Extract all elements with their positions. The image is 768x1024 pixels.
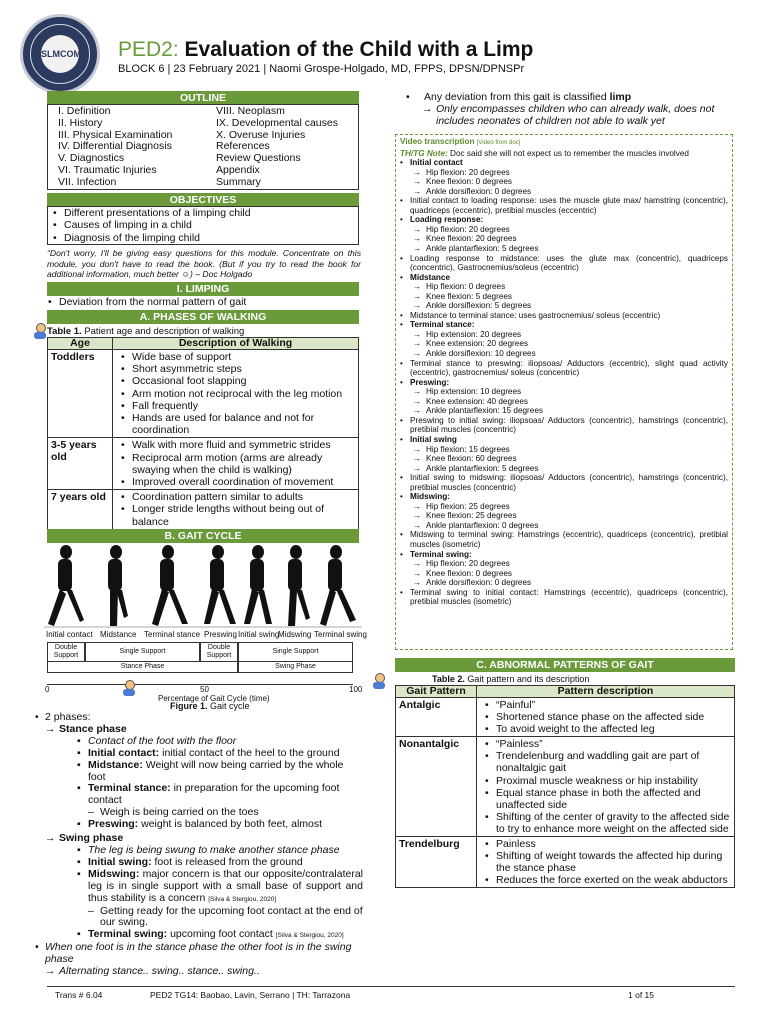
term-label: Initial swing: (88, 855, 152, 868)
phase-label: Preswing (204, 630, 237, 639)
single-support-box: Single Support (238, 642, 353, 662)
video-item (400, 158, 728, 168)
video-item (400, 492, 728, 502)
pattern-cell: Antalgic (396, 698, 477, 737)
limping-bullet: • Deviation from the normal pattern of gait (43, 296, 246, 308)
video-item-text: Ankle plantarflexion: 15 degrees (426, 406, 543, 416)
video-item-text: Ankle dorsiflexion: 0 degrees (426, 578, 532, 588)
limp-term: limp (609, 91, 632, 103)
video-transcription-box (395, 134, 733, 650)
footer-authors: PED2 TG14: Baobao, Lavin, Serrano | TH: Tarrazona (150, 990, 351, 1000)
double-support-box: Double Support (47, 642, 85, 662)
video-heading-text: Video transcription (400, 137, 475, 146)
video-item (400, 225, 728, 235)
desc-list (116, 491, 355, 528)
video-item (400, 454, 728, 464)
term-label: Preswing: (88, 818, 139, 831)
video-item (400, 273, 728, 283)
outline-col-2 (216, 106, 338, 189)
swing-phase-line: → Swing phase (45, 832, 124, 845)
swing-def: The leg is being swung to make another stance phase (88, 843, 340, 856)
phase-label: Initial swing (238, 630, 280, 639)
table-row (396, 737, 735, 837)
outline-item: V. Diagnostics (58, 152, 125, 165)
video-item (400, 282, 728, 292)
citation: [Silva & Stergiou, 2020] (208, 895, 277, 903)
axis-tick: 100 (349, 685, 363, 694)
age-cell: 3-5 years old (48, 438, 113, 490)
cartoon-icon (372, 673, 386, 689)
video-item-text: Ankle dorsiflexion: 0 degrees (426, 186, 532, 196)
phase-label: Midstance (100, 630, 137, 639)
term-label: Midswing: (88, 867, 140, 880)
page-subtitle: BLOCK 6 | 23 February 2021 | Naomi Grospe-Holgado, MD, FPPS, DPSN/DPNSPr (118, 63, 525, 75)
video-item-heading: Midswing: (410, 492, 451, 502)
outline-item: Appendix (216, 163, 260, 176)
video-item-text: Hip flexion: 20 degrees (426, 167, 510, 177)
table2-caption-label: Table 2. (432, 674, 465, 684)
video-item-text: Knee flexion: 20 degrees (426, 234, 517, 244)
stance-phase-line: → Stance phase (45, 722, 127, 735)
video-item (400, 349, 728, 359)
desc-list (116, 351, 355, 436)
phase-label: Terminal swing (314, 630, 367, 639)
video-item-text: Knee flexion: 0 degrees (426, 177, 513, 187)
video-item-text: Hip flexion: 0 degrees (426, 282, 506, 292)
table-row (48, 490, 359, 530)
double-support-box: Double Support (200, 642, 238, 662)
video-item (400, 569, 728, 579)
table2-col-pattern: Gait Pattern (396, 686, 477, 698)
term-text: major concern is that our opposite/contralateral leg is in single support with a small base of support and thus stability is a concern (88, 867, 363, 904)
term-label: Midstance: (88, 758, 143, 771)
footer-page: 1 of 15 (628, 990, 654, 1000)
video-item-text: Terminal swing to initial contact: Hamstrings (eccentric), quadriceps (concentric), pretibial muscles (isometric) (410, 587, 728, 607)
video-item (400, 387, 728, 397)
figure-caption (170, 701, 250, 711)
pattern-item: • Shortened stance phase on the affected side (480, 711, 731, 723)
video-item (400, 177, 728, 187)
gait-cycle-heading: B. GAIT CYCLE (47, 529, 359, 543)
figure-terminal-stance (152, 545, 188, 626)
video-item (400, 196, 728, 215)
figure-midswing (288, 545, 310, 626)
video-item (400, 473, 728, 492)
video-item-heading: Initial contact (410, 158, 463, 168)
term-label: Terminal swing: (88, 928, 168, 941)
phases-heading: A. PHASES OF WALKING (47, 310, 359, 324)
desc-item: • Improved overall coordination of movement (116, 476, 355, 488)
desc-list (116, 439, 355, 488)
sub-item: – Weigh is being carried on the toes (33, 807, 363, 819)
deviation-line: • Any deviation from this gait is classified limp (406, 91, 632, 103)
gait-figure (44, 544, 362, 630)
cartoon-icon (122, 680, 136, 696)
video-item-heading: Terminal stance: (410, 320, 475, 330)
video-item (400, 464, 728, 474)
video-list (400, 158, 728, 607)
pattern-item: • Shifting of weight towards the affected hip during the stance phase (480, 850, 731, 874)
figure-caption-label: Figure 1. (170, 701, 208, 711)
pattern-item: • To avoid weight to the affected leg (480, 723, 731, 735)
outline-item: X. Overuse Injuries (216, 128, 306, 141)
video-item-text: Hip extension: 10 degrees (426, 387, 522, 397)
video-item (400, 397, 728, 407)
pattern-item: • Reduces the force exerted on the weak abductors (480, 874, 731, 886)
video-item-text: Ankle dorsiflexion: 5 degrees (426, 301, 532, 311)
video-item-text: Knee extension: 20 degrees (426, 339, 528, 349)
when-text: When one foot is in the stance phase the other foot is in the swing phase (45, 941, 352, 966)
figure-initial-contact (48, 545, 84, 626)
objective-item: • Diagnosis of the limping child (48, 232, 358, 244)
figure-initial-swing (244, 545, 272, 624)
video-item-text: Midswing to terminal swing: Hamstrings (eccentric), quadriceps (concentric), pretibial muscles (isometric) (410, 530, 728, 549)
objective-item: • Different presentations of a limping child (48, 207, 358, 219)
pattern-item: • Proximal muscle weakness or hip instability (480, 775, 731, 787)
video-item-text: Hip flexion: 25 degrees (426, 501, 510, 511)
video-item (400, 320, 728, 330)
video-item-text: Ankle plantarflexion: 5 degrees (426, 244, 539, 254)
video-item-text: Knee extension: 40 degrees (426, 396, 528, 406)
doc-quote: “Don't worry, I'll be giving easy questions for this module. Concentrate on this module, you don't have to read the book. (But if you try to read the book for additional information, much better ☺) – Doc Holgado (47, 248, 361, 279)
outline-item: III. Physical Examination (58, 128, 173, 141)
objectives-list (48, 207, 358, 244)
outline-box (47, 104, 359, 190)
table2-caption (432, 674, 589, 684)
video-item (400, 521, 728, 531)
desc-item: • Short asymmetric steps (116, 363, 355, 375)
video-item (400, 588, 728, 607)
college-logo (20, 14, 100, 94)
walking-table (47, 337, 359, 530)
alternating-text: Alternating stance.. swing.. stance.. swing.. (59, 965, 260, 978)
term-label: Terminal stance: (88, 782, 171, 795)
table1-col-age: Age (48, 338, 113, 350)
video-item (400, 311, 728, 321)
term-text: in preparation for the upcoming foot contact (88, 782, 340, 807)
phase-labels (46, 630, 367, 640)
outline-item: VIII. Neoplasm (216, 105, 285, 117)
term-text: Weight will now being carried by the whole foot (88, 758, 344, 783)
pattern-item: • “Painless” (480, 738, 731, 750)
outline-item: VI. Traumatic Injuries (58, 163, 157, 176)
table1-caption-text: Patient age and description of walking (84, 326, 245, 337)
term-text: weight is balanced by both feet, almost (141, 818, 323, 831)
table1-caption (47, 326, 244, 337)
gait-phases-text (33, 712, 363, 978)
swing-item (33, 869, 363, 906)
figure-preswing (204, 545, 236, 624)
outline-item: II. History (58, 116, 103, 129)
deviation-text: Any deviation from this gait is classified (424, 91, 607, 103)
footer-trans: Trans # 6.04 (55, 990, 103, 1000)
age-cell: Toddlers (48, 350, 113, 438)
gait-pattern-table (395, 685, 735, 888)
pattern-item: • Equal stance phase in both the affected and unaffected side (480, 787, 731, 811)
figure-caption-text: Gait cycle (210, 701, 250, 711)
video-item (400, 330, 728, 340)
table-row (396, 698, 735, 737)
video-item (400, 359, 728, 378)
video-item (400, 292, 728, 302)
video-item (400, 378, 728, 388)
limping-list (43, 296, 246, 308)
swing-label: Swing phase (59, 832, 124, 845)
desc-item: • Arm motion not reciprocal with the leg motion (116, 388, 355, 400)
outline-item: IX. Developmental causes (216, 116, 338, 129)
two-phases-line: • 2 phases: (35, 711, 91, 723)
axis-tick: 50 (200, 685, 209, 694)
desc-item: • Coordination pattern similar to adults (116, 491, 355, 503)
cartoon-icon (33, 323, 47, 339)
outline-item: VII. Infection (58, 175, 117, 188)
table-row (396, 837, 735, 888)
pattern-cell: Trendelburg (396, 837, 477, 888)
citation: [Silva & Stergiou, 2020] (275, 932, 344, 940)
desc-item: • Hands are used for balance and not for coordination (116, 412, 355, 436)
stance-item (33, 783, 363, 807)
limp-definition (406, 91, 736, 127)
video-item-text: Ankle plantarflexion: 0 degrees (426, 520, 539, 530)
limping-heading: I. LIMPING (47, 282, 359, 296)
video-item (400, 254, 728, 273)
sub-item: – Getting ready for the upcoming foot contact at the end of our swing. (33, 906, 363, 930)
pattern-list (480, 838, 731, 886)
desc-item: • Walk with more fluid and symmetric strides (116, 439, 355, 451)
video-item-text: Preswing to initial swing: iliopsoas/ Adductors (concentric), hamstrings (concentric), pretibial muscles (concentric) (410, 415, 728, 435)
stance-phase-box: Stance Phase (47, 661, 238, 673)
desc-item: • Reciprocal arm motion (arms are already swaying when the child is walking) (116, 452, 355, 476)
video-item (400, 234, 728, 244)
walking-silhouettes (44, 544, 362, 630)
outline-item: Review Questions (216, 152, 301, 165)
video-item (400, 168, 728, 178)
pattern-item: • Trendelenburg and waddling gait are part of nonaltalgic gait (480, 750, 731, 774)
video-item (400, 559, 728, 569)
phase-label: Initial contact (46, 630, 93, 639)
video-item (400, 578, 728, 588)
alternating-line: → Alternating stance.. swing.. stance.. swing.. (45, 965, 260, 978)
title-text: Evaluation of the Child with a Limp (184, 38, 534, 61)
stance-item (33, 819, 363, 831)
page-title (118, 38, 533, 62)
table1-col-desc: Description of Walking (113, 338, 359, 350)
stance-list (33, 736, 363, 831)
video-item-text: Ankle dorsiflexion: 10 degrees (426, 349, 536, 359)
logo-text: SLMCOM (41, 35, 79, 73)
tg-note (400, 149, 728, 159)
video-item-text: Midstance to terminal stance: uses gastrocnemius/ soleus (eccentric) (410, 310, 661, 320)
abnormal-heading: C. ABNORMAL PATTERNS OF GAIT (395, 658, 735, 672)
two-phases-label: 2 phases: (45, 711, 91, 723)
outline-col-1 (58, 106, 172, 189)
pattern-list (480, 738, 731, 835)
encompass-line: → Only encompasses children who can already walk, does not includes neonates of children not able to walk yet (422, 103, 715, 127)
video-item-text: Ankle plantarflexion: 5 degrees (426, 463, 539, 473)
video-item-text: Knee flexion: 0 degrees (426, 568, 513, 578)
desc-item: • Fall frequently (116, 400, 355, 412)
single-support-box: Single Support (85, 642, 200, 662)
video-item (400, 301, 728, 311)
term-text: foot is released from the ground (154, 855, 303, 868)
video-item-text: Hip flexion: 15 degrees (426, 444, 510, 454)
desc-item: • Longer stride lengths without being out of balance (116, 503, 355, 527)
video-item-text: Knee flexion: 25 degrees (426, 511, 517, 521)
figure-terminal-swing (320, 545, 356, 626)
video-item-heading: Preswing: (410, 377, 450, 387)
axis-tick: 0 (45, 685, 50, 694)
term-label: Initial contact: (88, 746, 160, 759)
term-text: initial contact of the heel to the ground (162, 746, 340, 759)
video-item-heading: Terminal swing: (410, 549, 472, 559)
outline-item: I. Definition (58, 105, 111, 117)
pattern-item: • “Painful” (480, 699, 731, 711)
term-text: upcoming foot contact (170, 928, 273, 941)
pattern-cell: Nonantalgic (396, 737, 477, 837)
video-item (400, 187, 728, 197)
axis-label: Percentage of Gait Cycle (time) (158, 694, 270, 703)
objectives-box (47, 206, 359, 245)
objective-item: • Causes of limping in a child (48, 219, 358, 231)
video-item (400, 406, 728, 416)
video-item (400, 416, 728, 435)
pattern-list (480, 699, 731, 735)
video-item-text: Hip flexion: 20 degrees (426, 559, 510, 569)
video-item (400, 244, 728, 254)
table-row (48, 350, 359, 438)
video-source: [Video from doc] (476, 140, 521, 146)
video-item-text: Loading response to midstance: uses the glute max (concentric), quadriceps (concentric), Gastrocnemius/soleus (eccentric) (410, 253, 728, 273)
video-item (400, 215, 728, 225)
table2-caption-text: Gait pattern and its description (467, 674, 590, 684)
age-cell: 7 years old (48, 490, 113, 530)
video-item (400, 530, 728, 549)
outline-item: IV. Differential Diagnosis (58, 140, 172, 153)
video-heading (400, 137, 728, 149)
table-row (48, 438, 359, 490)
course-code: PED2: (118, 38, 179, 61)
video-item (400, 550, 728, 560)
video-item (400, 445, 728, 455)
desc-item: • Wide base of support (116, 351, 355, 363)
video-item-text: Knee flexion: 60 degrees (426, 454, 517, 464)
tg-note-text: Doc said she will not expect us to remember the muscles involved (450, 148, 689, 158)
video-item-heading: Initial swing (410, 434, 457, 444)
pattern-item: • Painless (480, 838, 731, 850)
video-item-text: Initial contact to loading response: uses the muscle glute max/ hamstring (concentric), quadriceps (eccentric), pretibial muscles (eccentric) (410, 196, 728, 215)
swing-list (33, 845, 363, 942)
outline-item: Summary (216, 175, 261, 188)
video-item (400, 339, 728, 349)
pattern-item: • Shifting of the center of gravity to the affected side to try to enhance more weight on the affected side (480, 811, 731, 835)
objectives-heading: OBJECTIVES (47, 193, 359, 207)
phase-label: Terminal stance (144, 630, 201, 639)
table1-caption-label: Table 1. (47, 326, 82, 337)
stance-item (33, 760, 363, 784)
video-item-text: Terminal stance to preswing: iliopsoas/ Adductors (eccentric), slight quad activity (eccentric), gastrocnemius/ soleus (concentric) (410, 358, 728, 378)
video-item (400, 435, 728, 445)
figure-midstance (108, 545, 128, 626)
footer-rule (47, 986, 735, 987)
video-item-heading: Midstance (410, 272, 451, 282)
encompass-text: Only encompasses children who can already walk, does not includes neonates of children not able to walk yet (436, 103, 715, 127)
desc-item: • Occasional foot slapping (116, 375, 355, 387)
when-line: • When one foot is in the stance phase the other foot is in the swing phase (35, 941, 352, 966)
swing-phase-box: Swing Phase (238, 661, 353, 673)
video-item (400, 511, 728, 521)
video-item-heading: Loading response: (410, 215, 484, 225)
video-item-text: Initial swing to midswing: iliopsoas/ Adductors (concentric), hamstrings (concentric), pretibial muscles (concentric) (410, 473, 728, 492)
stance-label: Stance phase (59, 722, 127, 735)
outline-item: References (216, 140, 270, 153)
outline-heading: OUTLINE (47, 91, 359, 105)
video-item-text: Hip extension: 20 degrees (426, 329, 522, 339)
video-item-text: Knee flexion: 5 degrees (426, 291, 513, 301)
tg-note-label: TH/TG Note: (400, 148, 448, 158)
phase-label: Midswing (278, 630, 312, 639)
stance-def: Contact of the foot with the floor (88, 734, 237, 747)
video-item-text: Hip flexion: 20 degrees (426, 224, 510, 234)
table2-col-desc: Pattern description (477, 686, 735, 698)
video-item (400, 502, 728, 512)
